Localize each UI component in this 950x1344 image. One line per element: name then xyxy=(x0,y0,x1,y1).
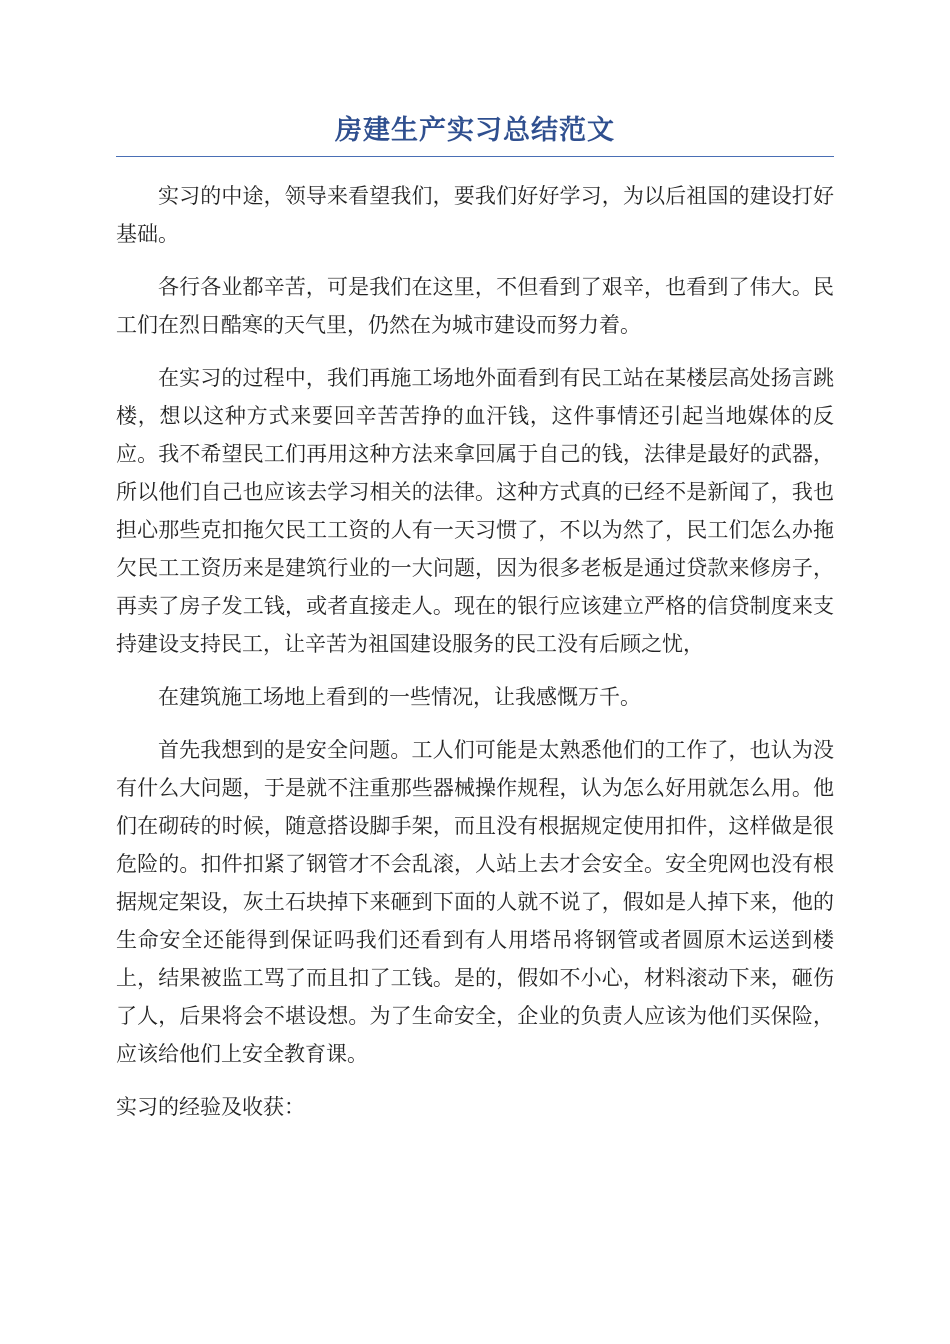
document-page xyxy=(116,108,834,1141)
document-title: 房建生产实习总结范文 xyxy=(335,115,615,146)
paragraph-5: 首先我想到的是安全问题。工人们可能是太熟悉他们的工作了，也认为没有什么大问题，于是就不注重那些器械操作规程，认为怎么好用就怎么用。他们在砌砖的时候，随意搭设脚手架，而且没有根据规定使用扣件，这样做是很危险的。扣件扣紧了钢管才不会乱滚，人站上去才会安全。安全兜网也没有根据规定架设，灰土石块掉下来砸到下面的人就不说了，假如是人掉下来，他的生命安全还能得到保证吗我们还看到有人用塔吊将钢管或者圆原木运送到楼上，结果被监工骂了而且扣了工钱。是的，假如不小心，材料滚动下来，砸伤了人，后果将会不堪设想。为了生命安全，企业的负责人应该为他们买保险，应该给他们上安全教育课。 xyxy=(116,738,834,1066)
title-underline xyxy=(116,156,834,157)
paragraph-2: 各行各业都辛苦，可是我们在这里，不但看到了艰辛，也看到了伟大。民工们在烈日酷寒的天气里，仍然在为城市建设而努力着。 xyxy=(116,275,834,337)
section-heading-experience: 实习的经验及收获： xyxy=(116,1095,305,1119)
paragraph-4: 在建筑施工场地上看到的一些情况，让我感慨万千。 xyxy=(158,685,641,709)
paragraph-1: 实习的中途，领导来看望我们，要我们好好学习，为以后祖国的建设打好基础。 xyxy=(116,184,834,246)
paragraph-3: 在实习的过程中，我们再施工场地外面看到有民工站在某楼层高处扬言跳楼，想以这种方式来要回辛苦苦挣的血汗钱，这件事情还引起当地媒体的反应。我不希望民工们再用这种方法来拿回属于自己的钱，法律是最好的武器，所以他们自己也应该去学习相关的法律。这种方式真的已经不是新闻了，我也担心那些克扣拖欠民工工资的人有一天习惯了，不以为然了，民工们怎么办拖欠民工工资历来是建筑行业的一大问题，因为很多老板是通过贷款来修房子，再卖了房子发工钱，或者直接走人。现在的银行应该建立严格的信贷制度来支持建设支持民工，让辛苦为祖国建设服务的民工没有后顾之忧， xyxy=(116,366,834,656)
